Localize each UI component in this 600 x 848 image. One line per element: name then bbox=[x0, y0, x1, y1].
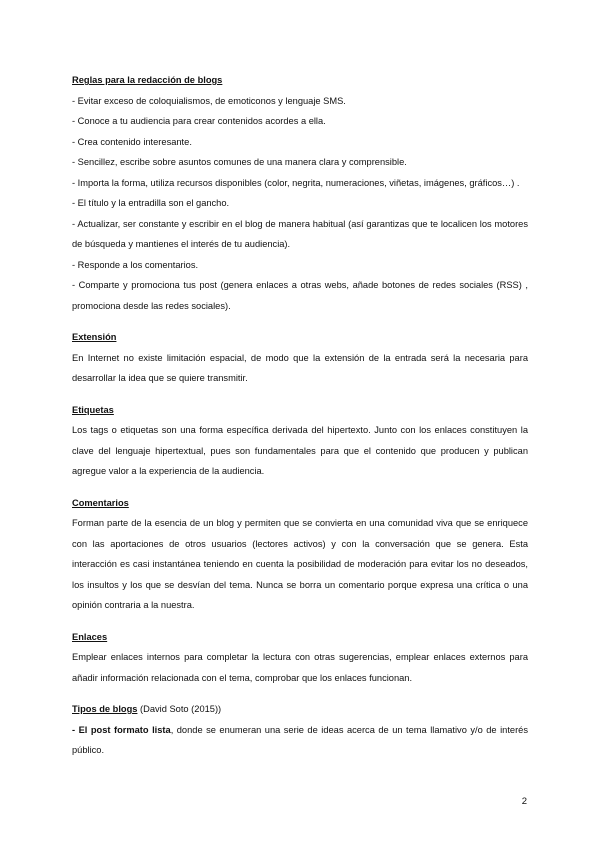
paragraph: Los tags o etiquetas son una forma específica derivada del hipertexto. Junto con los enlaces constituyen la clave del lenguaje hipertextual, pues son fundamentales para que el contenido que producen y publican agregue valor a la experiencia de la audiencia. bbox=[72, 425, 528, 476]
list-item: - Comparte y promociona tus post (genera enlaces a otras webs, añade botones de redes sociales (RSS) , promociona desde las redes sociales). bbox=[72, 280, 528, 311]
section-tipos-de-blogs bbox=[72, 699, 528, 761]
section-heading: Comentarios bbox=[72, 497, 129, 508]
list-item: - Sencillez, escribe sobre asuntos comunes de una manera clara y comprensible. bbox=[72, 157, 407, 167]
section-enlaces bbox=[72, 627, 528, 689]
section-reglas bbox=[72, 70, 528, 316]
bold-lead: - El post formato lista bbox=[72, 724, 171, 735]
section-etiquetas bbox=[72, 400, 528, 482]
section-heading: Reglas para la redacción de blogs bbox=[72, 75, 223, 85]
document-page bbox=[72, 70, 528, 772]
paragraph: En Internet no existe limitación espacial, de modo que la extensión de la entrada será la necesaria para desarrollar la idea que se quiere transmitir. bbox=[72, 352, 528, 383]
list-item: - Responde a los comentarios. bbox=[72, 259, 199, 270]
list-item: - Evitar exceso de coloquialismos, de emoticonos y lenguaje SMS. bbox=[72, 95, 346, 106]
page-number: 2 bbox=[521, 796, 527, 807]
list-item: - Crea contenido interesante. bbox=[72, 136, 192, 147]
section-heading: Enlaces bbox=[72, 631, 108, 642]
list-item: - El título y la entradilla son el gancho. bbox=[72, 198, 230, 208]
list-item: - Importa la forma, utiliza recursos disponibles (color, negrita, numeraciones, viñetas, imágenes, gráficos…) . bbox=[72, 177, 520, 188]
section-heading: Etiquetas bbox=[72, 404, 114, 415]
section-extension bbox=[72, 327, 528, 389]
list-item: - Conoce a tu audiencia para crear contenidos acordes a ella. bbox=[72, 116, 326, 126]
section-heading-wrapper bbox=[72, 699, 528, 720]
list-item: - Actualizar, ser constante y escribir en el blog de manera habitual (así garantizas que te localicen los motores de búsqueda y mantienes el interés de tu audiencia). bbox=[72, 218, 528, 249]
paragraph-text: , donde se enumeran una serie de ideas acerca de un tema llamativo y/o de interés público. bbox=[72, 724, 528, 755]
section-heading: Extensión bbox=[72, 332, 117, 342]
paragraph: Forman parte de la esencia de un blog y permiten que se convierta en una comunidad viva que se enriquece con las aportaciones de otros usuarios (lectores activos) y con la conversación que se genera. Esta interacción es casi instantánea teniendo en cuenta la posibilidad de moderación para evitar los no deseados, los insultos y los que se desvían del tema. Nunca se borra un comentario porque expresa una crítica o una opinión contraria a la nuestra. bbox=[72, 518, 528, 610]
heading-citation: (David Soto (2015)) bbox=[137, 704, 222, 714]
paragraph: Emplear enlaces internos para completar la lectura con otras sugerencias, emplear enlaces externos para añadir información relacionada con el tema, comprobar que los enlaces funcionan. bbox=[72, 652, 528, 683]
section-comentarios bbox=[72, 493, 528, 616]
section-heading: Tipos de blogs bbox=[72, 704, 138, 714]
paragraph bbox=[72, 720, 528, 761]
